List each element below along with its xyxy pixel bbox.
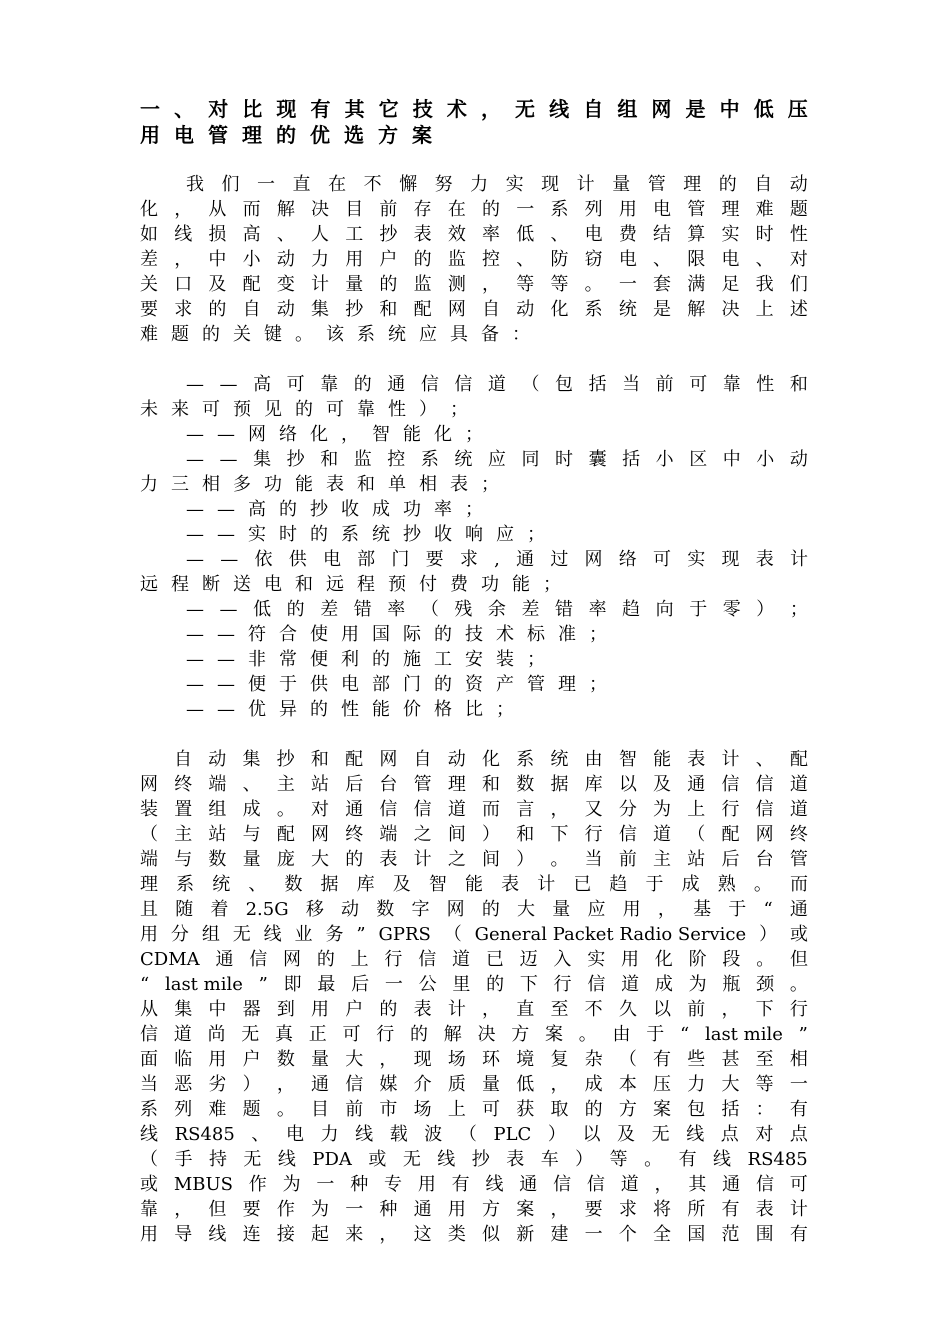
paragraph-line: 自 动 集 抄 和 配 网 自 动 化 系 统 由 智 能 表 计 、 配 — [174, 749, 808, 770]
paragraph-line: 化 ， 从 而 解 决 目 前 存 在 的 一 系 列 用 电 管 理 难 题 — [140, 199, 808, 220]
requirement-line: — — 集 抄 和 监 控 系 统 应 同 时 囊 括 小 区 中 小 动 — [186, 449, 808, 470]
paragraph-line: 用 导 线 连 接 起 来 ， 这 类 似 新 建 一 个 全 国 范 围 有 — [140, 1224, 808, 1245]
requirement-line: 远 程 断 送 电 和 远 程 预 付 费 功 能 ； — [140, 574, 561, 595]
paragraph-line: 差 ， 中 小 动 力 用 户 的 监 控 、 防 窃 电 、 限 电 、 对 — [140, 249, 808, 270]
requirement-line: — — 网 络 化 ， 智 能 化 ； — [186, 424, 483, 445]
requirement-line: 力 三 相 多 功 能 表 和 单 相 表 ； — [140, 474, 499, 495]
paragraph-line: 且 随 着 2.5G 移 动 数 字 网 的 大 量 应 用 ， 基 于 “ 通 — [140, 899, 808, 920]
requirement-line: — — 优 异 的 性 能 价 格 比 ； — [186, 699, 514, 720]
paragraph-line: 理 系 统 、 数 据 库 及 智 能 表 计 已 趋 于 成 熟 。 而 — [140, 874, 808, 895]
paragraph-line: 装 置 组 成 。 对 通 信 信 道 而 言 ， 又 分 为 上 行 信 道 — [140, 799, 808, 820]
paragraph-line: （ 主 站 与 配 网 终 端 之 间 ） 和 下 行 信 道 （ 配 网 终 — [140, 824, 808, 845]
paragraph-line: 网 终 端 、 主 站 后 台 管 理 和 数 据 库 以 及 通 信 信 道 — [140, 774, 808, 795]
title-line: 用 电 管 理 的 优 选 方 案 — [140, 123, 432, 147]
paragraph-line: 面 临 用 户 数 量 大 ， 现 场 环 境 复 杂 （ 有 些 甚 至 相 — [140, 1049, 808, 1070]
section-title — [140, 96, 808, 148]
requirement-line: — — 便 于 供 电 部 门 的 资 产 管 理 ； — [186, 674, 607, 695]
paragraph-line: 用 分 组 无 线 业 务 ” GPRS （ General Packet Radio Service ） 或 — [140, 924, 808, 945]
paragraph-line: 难 题 的 关 键 。 该 系 统 应 具 备 ： — [140, 324, 530, 345]
title-line: 一 、 对 比 现 有 其 它 技 术 ， 无 线 自 组 网 是 中 低 压 — [140, 97, 808, 121]
paragraph-line: 当 恶 劣 ） ， 通 信 媒 介 质 量 低 ， 成 本 压 力 大 等 一 — [140, 1074, 808, 1095]
requirement-line: — — 高 可 靠 的 通 信 信 道 （ 包 括 当 前 可 靠 性 和 — [186, 374, 808, 395]
paragraph-line: 如 线 损 高 、 人 工 抄 表 效 率 低 、 电 费 结 算 实 时 性 — [140, 224, 808, 245]
paragraph-gap — [140, 722, 808, 747]
paragraph-line: 或 MBUS 作 为 一 种 专 用 有 线 通 信 信 道 ， 其 通 信 可 — [140, 1174, 808, 1195]
paragraph-line: 靠 ， 但 要 作 为 一 种 通 用 方 案 ， 要 求 将 所 有 表 计 — [140, 1199, 808, 1220]
document-body — [140, 172, 808, 1247]
paragraph-line: （ 手 持 无 线 PDA 或 无 线 抄 表 车 ） 等 。 有 线 RS485 — [140, 1149, 808, 1170]
requirement-line: — — 低 的 差 错 率 （ 残 余 差 错 率 趋 向 于 零 ） ； — [186, 599, 808, 620]
requirement-line: — — 高 的 抄 收 成 功 率 ； — [186, 499, 483, 520]
paragraph-line: 我 们 一 直 在 不 懈 努 力 实 现 计 量 管 理 的 自 动 — [186, 174, 808, 195]
paragraph-line: 信 道 尚 无 真 正 可 行 的 解 决 方 案 。 由 于 “ last mile ” — [140, 1024, 808, 1045]
requirement-line: — — 符 合 使 用 国 际 的 技 术 标 准 ； — [186, 624, 607, 645]
paragraph-line: 从 集 中 器 到 用 户 的 表 计 ， 直 至 不 久 以 前 ， 下 行 — [140, 999, 808, 1020]
paragraph-line: 端 与 数 量 庞 大 的 表 计 之 间 ） 。 当 前 主 站 后 台 管 — [140, 849, 808, 870]
requirement-line: — — 实 时 的 系 统 抄 收 响 应 ； — [186, 524, 545, 545]
paragraph-line: 要 求 的 自 动 集 抄 和 配 网 自 动 化 系 统 是 解 决 上 述 — [140, 299, 808, 320]
requirement-line: — — 依 供 电 部 门 要 求 , 通 过 网 络 可 实 现 表 计 — [186, 549, 808, 570]
paragraph-line: CDMA 通 信 网 的 上 行 信 道 已 迈 入 实 用 化 阶 段 。 但 — [140, 949, 808, 970]
paragraph-line: 系 列 难 题 。 目 前 市 场 上 可 获 取 的 方 案 包 括 ： 有 — [140, 1099, 808, 1120]
requirement-line: 未 来 可 预 见 的 可 靠 性 ） ； — [140, 399, 468, 420]
paragraph-line: “ last mile ” 即 最 后 一 公 里 的 下 行 信 道 成 为 瓶 颈 。 — [140, 974, 808, 995]
paragraph-line: 线 RS485 、 电 力 线 载 波 （ PLC ） 以 及 无 线 点 对 点 — [140, 1124, 808, 1145]
requirement-line: — — 非 常 便 利 的 施 工 安 装 ； — [186, 649, 545, 670]
paragraph-gap — [140, 347, 808, 372]
paragraph-line: 关 口 及 配 变 计 量 的 监 测 ， 等 等 。 一 套 满 足 我 们 — [140, 274, 808, 295]
